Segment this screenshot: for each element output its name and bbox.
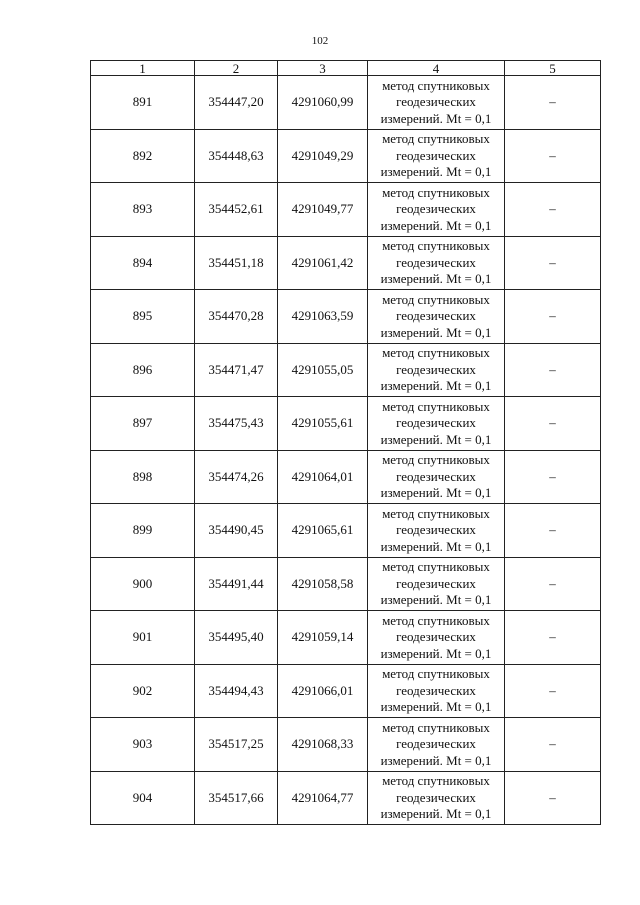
- column-header: 1: [91, 61, 195, 76]
- point-number-cell: 894: [91, 236, 195, 290]
- method-text-line: измерений. Mt = 0,1: [380, 645, 492, 661]
- y-coordinate-cell: 4291049,77: [278, 183, 368, 237]
- table-row: [91, 129, 601, 183]
- table-body: [91, 76, 601, 825]
- method-text-line: геодезических: [396, 468, 476, 484]
- method-text-line: метод спутниковых: [382, 345, 490, 360]
- description-dash-cell: –: [505, 450, 601, 504]
- y-coordinate-cell: 4291066,01: [278, 664, 368, 718]
- method-text-line: измерений. Mt = 0,1: [380, 164, 492, 179]
- page-number: 102: [311, 35, 329, 47]
- method-text-line: геодезических: [396, 201, 476, 216]
- method-text-line: геодезических: [396, 94, 476, 109]
- y-coordinate-cell: 4291055,61: [278, 397, 368, 451]
- method-text-line: метод спутниковых: [382, 505, 490, 521]
- method-text-line: метод спутниковых: [382, 77, 490, 93]
- y-coordinate-cell: 4291055,05: [278, 343, 368, 397]
- table-row: [91, 557, 601, 611]
- point-number-cell: 891: [91, 76, 195, 130]
- x-coordinate-cell: 354475,43: [195, 397, 278, 451]
- method-text-line: геодезических: [396, 522, 476, 537]
- method-text-line: геодезических: [396, 415, 476, 430]
- point-number-cell: 897: [91, 397, 195, 451]
- method-cell: [368, 504, 505, 558]
- table-row: [91, 76, 601, 130]
- table-row: [91, 504, 601, 558]
- table-row: [91, 450, 601, 504]
- x-coordinate-cell: 354471,47: [195, 343, 278, 397]
- method-text-line: метод спутниковых: [382, 773, 490, 788]
- x-coordinate-cell: 354494,43: [195, 664, 278, 718]
- method-text-line: метод спутниковых: [382, 184, 490, 200]
- method-text-line: измерений. Mt = 0,1: [380, 699, 492, 714]
- method-cell: [368, 129, 505, 183]
- y-coordinate-cell: 4291060,99: [278, 76, 368, 130]
- method-cell: [368, 76, 505, 130]
- method-text-line: измерений. Mt = 0,1: [380, 752, 492, 768]
- method-text-line: метод спутниковых: [382, 238, 490, 253]
- x-coordinate-cell: 354495,40: [195, 611, 278, 665]
- description-dash-cell: –: [505, 664, 601, 718]
- y-coordinate-cell: 4291063,59: [278, 290, 368, 344]
- y-coordinate-cell: 4291068,33: [278, 718, 368, 772]
- point-number-cell: 902: [91, 664, 195, 718]
- x-coordinate-cell: 354448,63: [195, 129, 278, 183]
- method-text-line: метод спутниковых: [382, 612, 490, 628]
- x-coordinate-cell: 354474,26: [195, 450, 278, 504]
- method-text-line: метод спутниковых: [382, 559, 490, 574]
- method-cell: [368, 557, 505, 611]
- point-number-cell: 904: [91, 771, 195, 825]
- description-dash-cell: –: [505, 771, 601, 825]
- description-dash-cell: –: [505, 76, 601, 130]
- method-text-line: метод спутниковых: [382, 131, 490, 146]
- description-dash-cell: –: [505, 129, 601, 183]
- method-text-line: метод спутниковых: [382, 398, 490, 414]
- y-coordinate-cell: 4291058,58: [278, 557, 368, 611]
- x-coordinate-cell: 354490,45: [195, 504, 278, 558]
- table-row: [91, 236, 601, 290]
- method-text-line: измерений. Mt = 0,1: [380, 431, 492, 447]
- description-dash-cell: –: [505, 718, 601, 772]
- method-text-line: измерений. Mt = 0,1: [380, 271, 492, 286]
- table-row: [91, 397, 601, 451]
- point-number-cell: 898: [91, 450, 195, 504]
- point-number-cell: 893: [91, 183, 195, 237]
- x-coordinate-cell: 354447,20: [195, 76, 278, 130]
- x-coordinate-cell: 354491,44: [195, 557, 278, 611]
- x-coordinate-cell: 354517,25: [195, 718, 278, 772]
- column-header: 5: [505, 61, 601, 76]
- point-number-cell: 900: [91, 557, 195, 611]
- description-dash-cell: –: [505, 557, 601, 611]
- method-cell: [368, 450, 505, 504]
- method-text-line: геодезических: [396, 682, 476, 698]
- point-number-cell: 892: [91, 129, 195, 183]
- method-text-line: геодезических: [396, 629, 476, 644]
- x-coordinate-cell: 354451,18: [195, 236, 278, 290]
- method-text-line: измерений. Mt = 0,1: [380, 806, 492, 821]
- column-header: 4: [368, 61, 505, 76]
- method-text-line: измерений. Mt = 0,1: [380, 217, 492, 233]
- table-row: [91, 343, 601, 397]
- table-row: [91, 183, 601, 237]
- y-coordinate-cell: 4291059,14: [278, 611, 368, 665]
- table-row: [91, 718, 601, 772]
- method-text-line: измерений. Mt = 0,1: [380, 378, 492, 393]
- y-coordinate-cell: 4291061,42: [278, 236, 368, 290]
- description-dash-cell: –: [505, 611, 601, 665]
- method-cell: [368, 183, 505, 237]
- point-number-cell: 896: [91, 343, 195, 397]
- method-cell: [368, 611, 505, 665]
- description-dash-cell: –: [505, 343, 601, 397]
- x-coordinate-cell: 354517,66: [195, 771, 278, 825]
- y-coordinate-cell: 4291064,01: [278, 450, 368, 504]
- table-row: [91, 664, 601, 718]
- y-coordinate-cell: 4291064,77: [278, 771, 368, 825]
- y-coordinate-cell: 4291065,61: [278, 504, 368, 558]
- method-text-line: геодезических: [396, 789, 476, 805]
- method-cell: [368, 397, 505, 451]
- method-text-line: измерений. Mt = 0,1: [380, 110, 492, 126]
- method-text-line: геодезических: [396, 308, 476, 323]
- method-text-line: геодезических: [396, 736, 476, 751]
- method-cell: [368, 290, 505, 344]
- x-coordinate-cell: 354452,61: [195, 183, 278, 237]
- point-number-cell: 895: [91, 290, 195, 344]
- description-dash-cell: –: [505, 504, 601, 558]
- point-number-cell: 901: [91, 611, 195, 665]
- method-cell: [368, 718, 505, 772]
- coordinates-table: [90, 60, 601, 825]
- y-coordinate-cell: 4291049,29: [278, 129, 368, 183]
- method-text-line: геодезических: [396, 254, 476, 270]
- description-dash-cell: –: [505, 236, 601, 290]
- method-cell: [368, 664, 505, 718]
- point-number-cell: 899: [91, 504, 195, 558]
- table-row: [91, 771, 601, 825]
- point-number-cell: 903: [91, 718, 195, 772]
- method-text-line: метод спутниковых: [382, 719, 490, 735]
- description-dash-cell: –: [505, 183, 601, 237]
- table-row: [91, 611, 601, 665]
- method-text-line: метод спутниковых: [382, 291, 490, 307]
- method-text-line: геодезических: [396, 361, 476, 377]
- method-cell: [368, 771, 505, 825]
- method-text-line: геодезических: [396, 147, 476, 163]
- method-text-line: измерений. Mt = 0,1: [380, 538, 492, 554]
- method-text-line: геодезических: [396, 575, 476, 591]
- x-coordinate-cell: 354470,28: [195, 290, 278, 344]
- method-text-line: метод спутниковых: [382, 666, 490, 681]
- method-text-line: измерений. Mt = 0,1: [380, 324, 492, 340]
- table-row: [91, 290, 601, 344]
- method-text-line: измерений. Mt = 0,1: [380, 485, 492, 500]
- description-dash-cell: –: [505, 397, 601, 451]
- description-dash-cell: –: [505, 290, 601, 344]
- method-text-line: метод спутниковых: [382, 452, 490, 467]
- column-header: 3: [278, 61, 368, 76]
- column-header: 2: [195, 61, 278, 76]
- method-cell: [368, 343, 505, 397]
- method-cell: [368, 236, 505, 290]
- table-header-row: [91, 61, 601, 76]
- method-text-line: измерений. Mt = 0,1: [380, 592, 492, 607]
